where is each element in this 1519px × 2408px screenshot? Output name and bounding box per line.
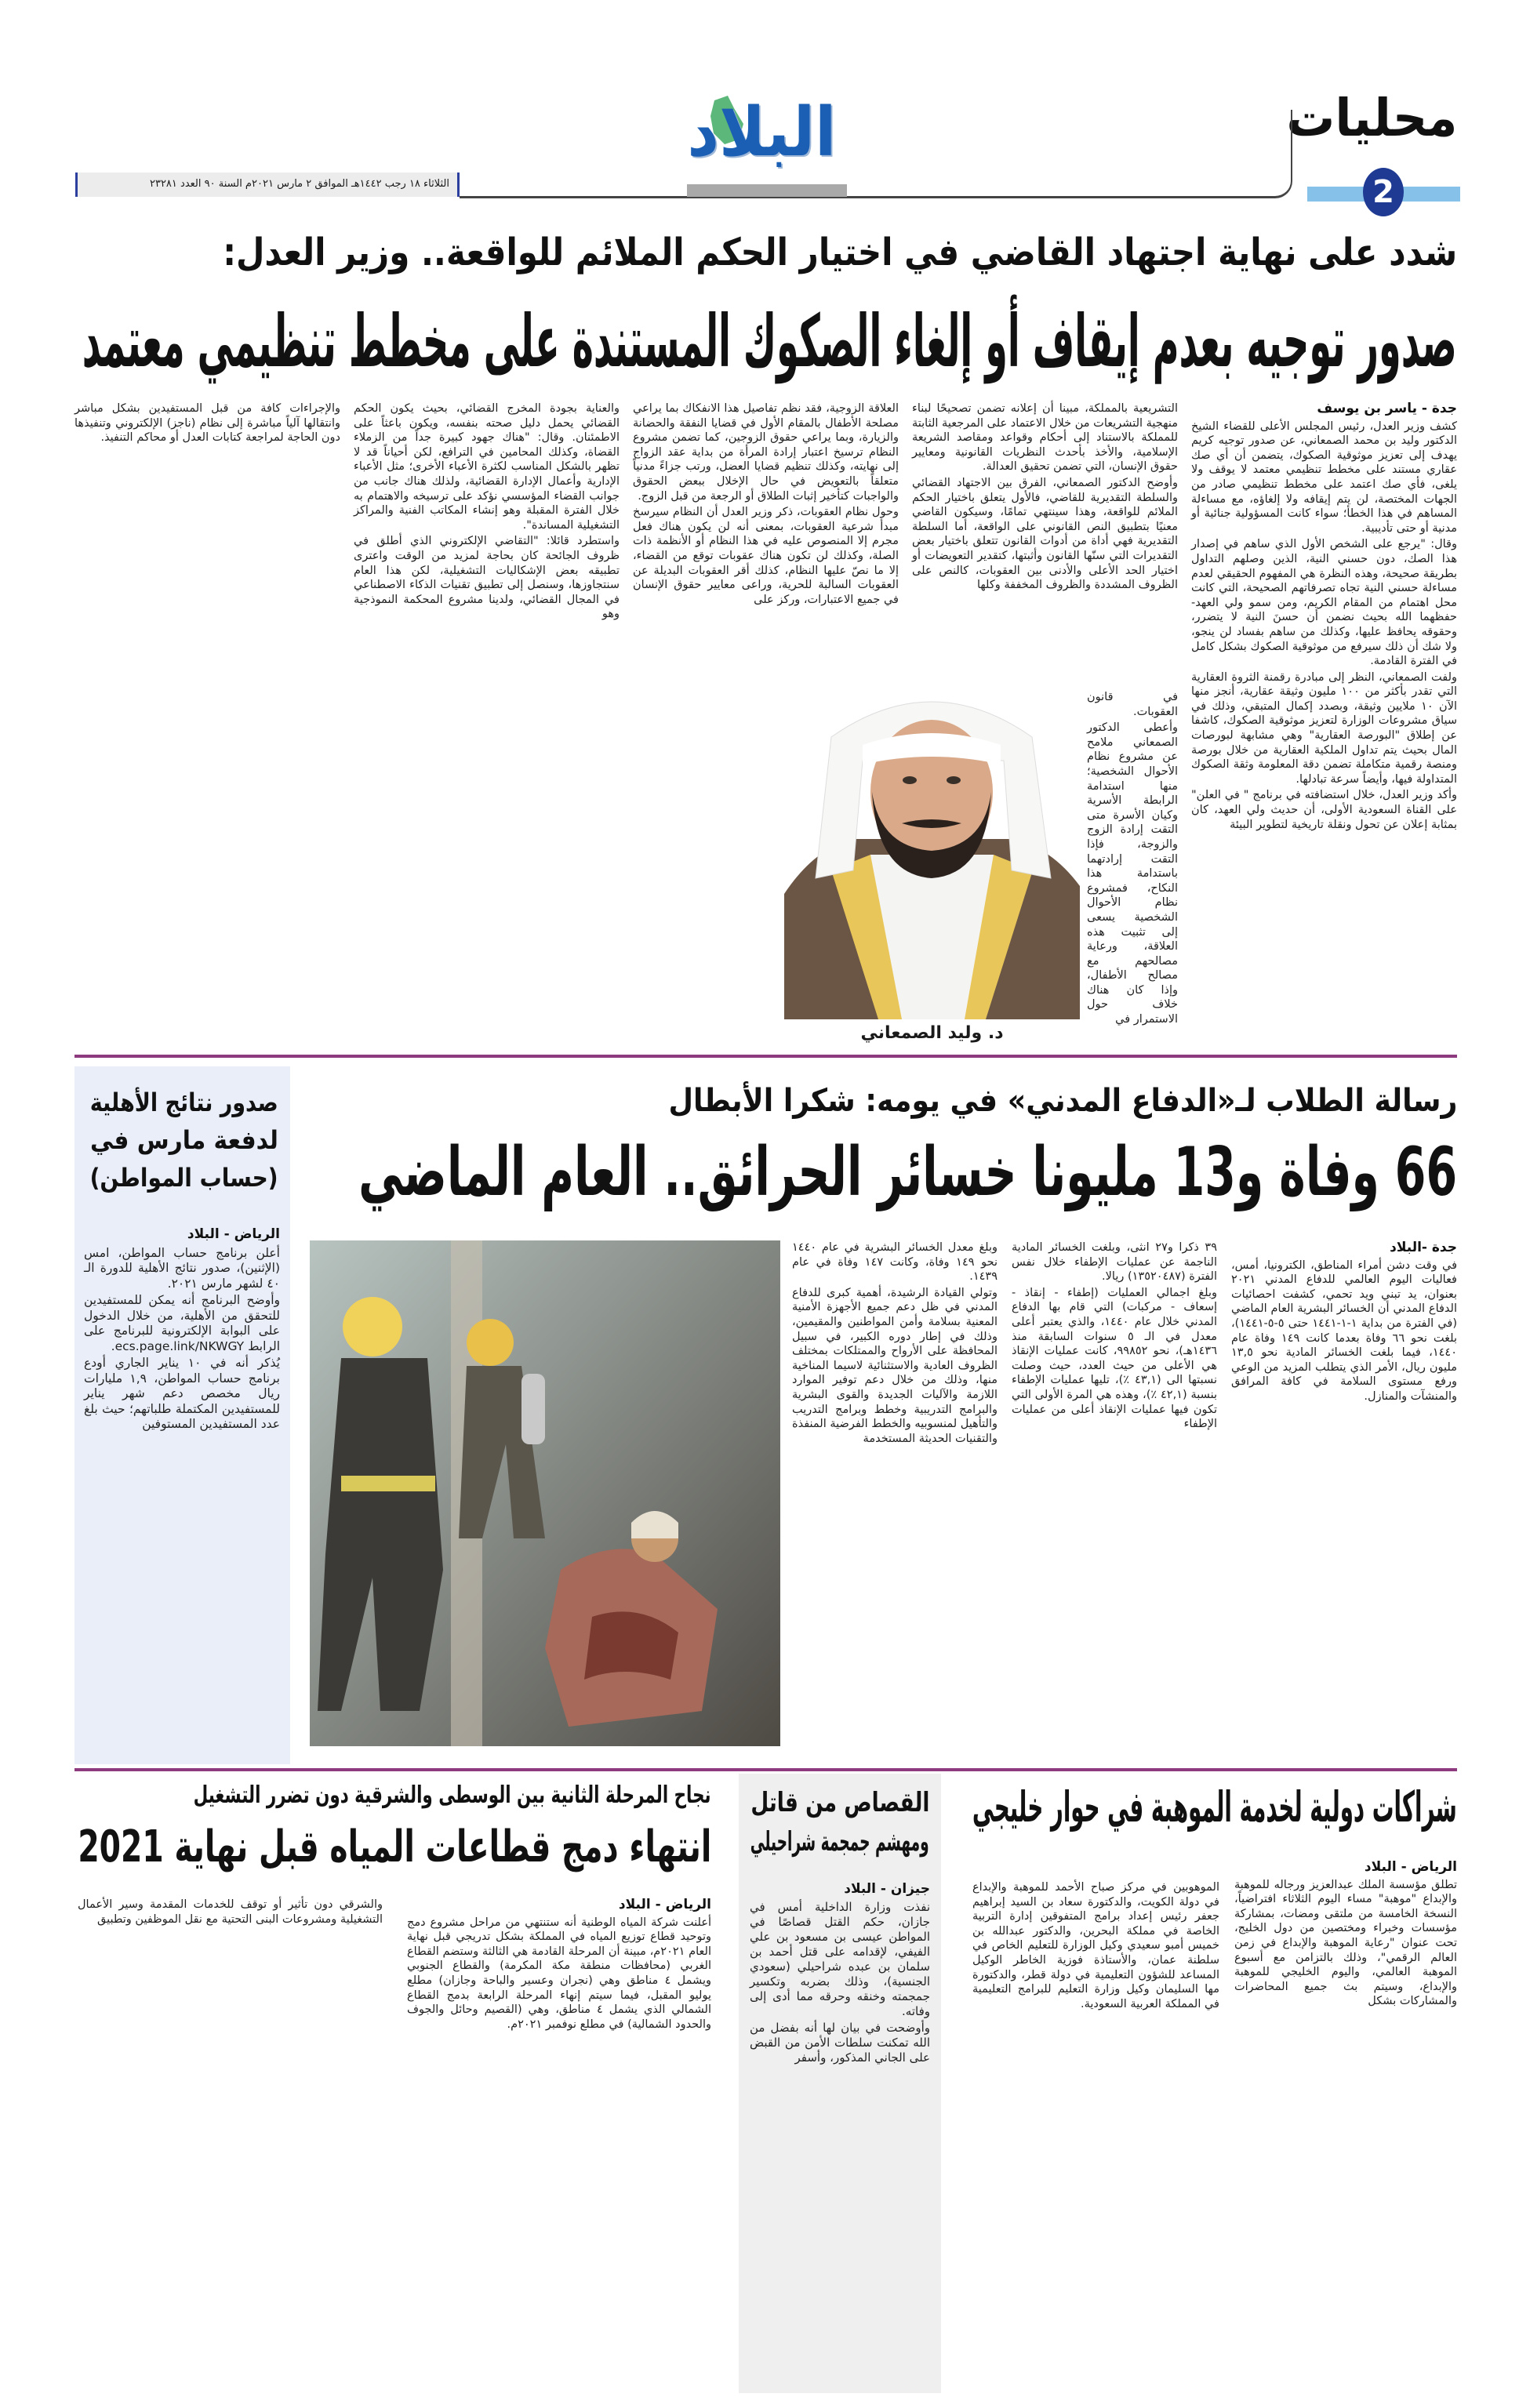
logo	[687, 93, 836, 183]
sidebar-byline: الرياض - البلاد	[187, 1226, 280, 1242]
date-line: الثلاثاء ١٨ رجب ١٤٤٢هـ الموافق ٢ مارس ٢٠٢١م السنة ٩٠ العدد ٢٣٢٨١	[75, 173, 460, 197]
masthead	[0, 0, 1519, 210]
lead-column-2-wrap: في قانون العقوبات. وأعطى الدكتور الصمعاني ملامح عن مشروع نظام الأحوال الشخصية؛ منها استدامة الرابطة الأسرية وكيان الأسرة متى التقت إرادة الزوج والزوجة، فإذا التقت إرادتهما باستدامة هذا النكاح، فمشروع نظام الأحوال الشخصية يسعى إلى تثبيت هذه العلاقة، ورعاية مصالحهم مع مصالح الأطفال، وإذا كان هناك خلاف حول الاستمرار في	[1087, 691, 1178, 1026]
fire-column-2: ٣٩ ذكرا و٢٧ انثى، وبلغت الخسائر المادية الناجمة عن عمليات الإطفاء خلال نفس الفترة (١٣٥٢٠٤٨٧) ريالا. وبلغ اجمالي العمليات (إطفاء - إنقاذ - إسعاف - مركبات) التي قام بها الدفاع المدني خلال عام ١٤٤٠، والذي يعتبر أعلى معدل في الـ ٥ سنوات السابقة منذ ١٤٣٦هـ)، نحو ٩٩٨٥٢، كانت عمليات الإنقاذ هي الأعلى من حيث العدد، حيث وصلت نسبتها الى (٤٣,١ ٪)، تليها عمليات الإطفاء بنسبة (٤٢,١ ٪)، وهذه هي المرة الأولى التي تكون فيها عمليات الإنقاذ أعلى من عمليات الإطفاء	[1012, 1241, 1218, 1431]
page-number-badge	[1363, 168, 1404, 216]
sidebar-headline-line: لدفعة مارس في	[90, 1125, 278, 1155]
water-kicker: نجاح المرحلة الثانية بين الوسطى والشرقية دون تضرر التشغيل	[194, 1781, 711, 1809]
fire-column-1: جدة -البلاد في وقت دشن أمراء المناطق، الكترونيا، أمس، فعاليات اليوم العالمي للدفاع المدني ٢٠٢١ بعنوان، يد تبني ويد تحمي، كشفت احصائيات الدفاع المدني أن الخسائر البشرية العام الماضي (في الفترة من بداية ١-١-١٤٤١ حتى ٥-٥-١٤٤١)، بلغت نحو ٦٦ وفاة بعدما كانت ١٤٩ وفاة عام ١٤٤٠، فيما بلغت الخسائر المادية نحو ١٣,٥ مليون ريال، الأمر الذي يتطلب المزيد من الوعي ورفع مستوى السلامة في كافة المرافق والمنشآت والمنازل.	[1231, 1240, 1457, 1403]
firefighters-photo	[310, 1240, 780, 1746]
qisas-headline-line: ومهشم جمجمة شراحيلي	[750, 1826, 929, 1858]
fire-kicker: رسالة الطلاب لـ«الدفاع المدني» في يومه: شكرا الأبطال	[668, 1083, 1457, 1119]
lead-kicker: شدد على نهاية اجتهاد القاضي في اختيار الحكم الملائم للواقعة.. وزير العدل:	[223, 231, 1457, 274]
lead-column-5: والإجراءات كافة من قبل المستفيدين بشكل مباشر وانتقالها آلياً مباشرة إلى نظام (ناجز) الإلكتروني وتنفيذها دون الحاجة لمراجعة كتابات العدل أو محاكم التنفيذ.	[74, 402, 340, 445]
fire-column-3: وبلغ معدل الخسائر البشرية في عام ١٤٤٠ نحو ١٤٩ وفاة، وكانت ١٤٧ وفاة في عام ١٤٣٩. وتولي القيادة الرشيدة، أهمية كبرى للدفاع المدني في ظل دعم جميع الأجهزة الأمنية المعنية بسلامة وأمن المواطنين والمقيمين، وذلك في إطار دوره الكبير، في سبيل المحافظة على الأرواح والممتلكات بمختلف الظروف العادية والاستثنائية لاسيما المناخية منها، وذلك من خلال دعم توفير الموارد اللازمة والآليات الجديدة والقوى البشرية والبرامج التدريبية وخطط وبرامج التدريب والتأهيل لمنسوبيه والخطط الفرضية المنفذة والتقنيات الحديثة المستخدمة	[792, 1241, 998, 1445]
water-headline: انتهاء دمج قطاعات المياه قبل نهاية 2021	[78, 1821, 711, 1872]
page-number: 2	[1372, 174, 1394, 210]
sidebar-headline-line: (حساب المواطن)	[90, 1163, 278, 1193]
section-divider	[74, 1768, 1457, 1771]
water-column-2: والشرقي دون تأثير أو توقف للخدمات المقدمة وسير الأعمال التشغيلية ومشروعات البنى التحتية مع نقل الموظفين وتطبيق	[78, 1898, 383, 1926]
logo-underbar	[687, 184, 847, 197]
lead-byline: جدة - ياسر بن يوسف	[1317, 401, 1457, 416]
fire-headline: 66 وفاة و13 مليونا خسائر الحرائق.. العام الماضي	[358, 1133, 1457, 1211]
logo-text: البلاد	[687, 93, 836, 172]
lead-column-3: العلاقة الزوجية، فقد نظم تفاصيل هذا الانفكاك بما يراعي مصلحة الأطفال بالمقام الأول في قضايا النفقة والحضانة والزيارة، وبما يراعي حقوق الزوجين، كما تضمن مشروع النظام ترسيخ اعتبار إرادة المرأة من بداية عقد الزواج إلى نهايته، وكذلك تنظيم قضايا العضل، ورتب جزاءً مدنياً متعلقاً بالتعويض في حال الإخلال ببعض الحقوق والواجبات كتأخير إثبات الطلاق أو الرجعة من قبل الزوج. وحول نظام العقوبات، ذكر وزير العدل أن النظام سيرسخ مبدأ شرعية العقوبات، بمعنى أنه لن يكون هناك فعل مجرم إلا المنصوص عليه في هذا النظام أو الأنظمة ذات الصلة، وكذلك لن تكون هناك عقوبات توقع من القضاء، إلا ما نصّ عليها النظام، كذلك أقر العقوبات البديلة عن العقوبات السالبة للحرية، وراعى معايير حقوق الإنسان في جميع الاعتبارات، وركز على	[633, 402, 899, 606]
sidebar-body: الرياض - البلاد أعلن برنامج حساب المواطن، امس (الإثنين)، صدور نتائج الأهلية للدورة الـ ٤٠ لشهر مارس ٢٠٢١. وأوضح البرنامج أنه يمكن للمستفيدين للتحقق من الأهلية، من خلال الدخول على البوابة الإلكترونية للبرنامج على الرابط ecs.page.link/NKWGY. يُذكر أنه في ١٠ يناير الجاري أودع برنامج حساب المواطن، ١,٩ مليارات ريال مخصص دعم شهر يناير للمستفيدين المكتملة طلباتهم؛ حيث بلغ عدد المستفيدين المستوفين	[84, 1226, 280, 1431]
lead-headline: صدور توجيه بعدم إيقاف أو إلغاء الصكوك المستندة على مخطط تنظيمي معتمد	[82, 300, 1457, 383]
qisas-body: جيزان - البلاد نفذت وزارة الداخلية أمس في جازان، حكم القتل قصاصًا في المواطن عيسى بن مسعود بن علي الفيفي، لإقدامه على قتل أحمد بن سلمان بن عبده شراحيلي (سعودي الجنسية)، وذلك بضربه وتكسير جمجمته وخنقه وحرقه مما أدى إلى وفاته. وأوضحت في بيان لها أنه بفضل من الله تمكنت سلطات الأمن من القبض على الجاني المذكور، وأسفر	[750, 1881, 930, 2065]
talent-byline: الرياض - البلاد	[1364, 1859, 1457, 1875]
lead-column-1: جدة - ياسر بن يوسف كشف وزير العدل، رئيس المجلس الأعلى للقضاء الشيخ الدكتور وليد بن محمد الصمعاني، عن صدور توجيه كريم يهدف إلى تعزيز موثوقية الصكوك، يتضمن أن أي صك عقاري مستند على مخطط تنظيمي معتمد لا يوقف ولا يلغى، فأي صك اعتمد على مخطط تنظيمي صادر من الجهات المختصة، لن يتم إيقافه ولا إلغاؤه، مع مساءلة المساهم في هذا الخطأ؛ سواء كانت المسؤولية جنائية أو مدنية أو حتى تأديبية. وقال: "يرجع على الشخص الأول الذي ساهم في إصدار هذا الصك، دون حسني النية، الذين وصلهم التداول بطريقة صحيحة، وهذه النظرة هي المفهوم الحقيقي لعدم مساءلة حسني النية تجاه تصرفاتهم الصحيحة، التي كانت محل اهتمام من المقام الكريم، ومن سمو ولي العهد- حفظهما الله بحيث نضمن أن حسنَ النية لا يتضرر، وحقوقه يحافظ عليها، وكذلك من ساهم بفساد لن ينجو، ولا شك أن ذلك سيرفع من موثوقية الصكوك بشكل كامل في الفترة القادمة. ولفت الصمعاني، النظر إلى مبادرة رقمنة الثروة العقارية التي تقدر بأكثر من ١٠٠ مليون وثيقة عقارية، أنجز منها الآن ١٠ ملايين وثيقة، وبصدد إكمال المتبقي، وذلك في سياق مشروعات الوزارة لتعزيز موثوقية الصكوك، كاشفا عن إطلاق "البورصة العقارية" وهي مشابهة لبورصات المال بحيث يتم تداول الملكية العقارية من خلال بورصة ومنصة رقمية متكاملة تضمن دقة المعلومة وثقة الصكوك المتداولة فيها، وأيضاً سرعة تبادلها. وأكد وزير العدل، خلال استضافته في برنامج " في العلن" على القناة السعودية الأولى، أن حديث ولي العهد، كان بمثابة إعلان عن تحول ونقلة تاريخية لتطوير البيئة	[1191, 401, 1457, 831]
talent-column-2: الموهوبين في مركز صباح الأحمد للموهبة والإبداع في دولة الكويت، والدكتورة سعاد بن السيد إبراهيم جعفر رئيس إعداد برامج المتفوقين إدارة التربية الخاصة في مملكة البحرين، والدكتور عبدالله بن خميس أمبو سعيدي وكيل الوزارة للتعليم الخاص في سلطنة عمان، والأستاذة فوزية الخاطر الوكيل المساعد للشؤون التعليمية في دولة قطر، والدكتورة مها السليمان وكيل وزارة التعليم للبرامج التعليمية في المملكة العربية السعودية.	[972, 1881, 1219, 2010]
section-divider	[74, 1055, 1457, 1058]
talent-column-1: الرياض - البلاد تطلق مؤسسة الملك عبدالعزيز ورجاله للموهبة والإبداع "موهبة" مساء اليوم الثلاثاء افتراضياً، النسخة الخامسة من ملتقى ومضات، بمشاركة مؤسسات وخبراء ومختصين من دول الخليج، تحت عنوان "رعاية الموهبة والإبداع في زمن العالم الرقمي"، وذلك بالتزامن مع أسبوع الموهبة العالمي، واليوم الخليجي للموهبة والإبداع، وسيتم بث جميع المحاضرات والمشاركات بشكل	[1234, 1859, 1457, 2008]
water-column-1: الرياض - البلاد أعلنت شركة المياه الوطنية أنه ستنتهي من مراحل مشروع دمج وتوحيد قطاع توزيع المياه في المملكة بشكل تدريجي قبل نهاية العام ٢٠٢١م، مبينة أن المرحلة القادمة هي الثالثة وستضم القطاع الغربي (محافظات منطقة مكة المكرمة) والقطاع الجنوبي ويشمل ٤ مناطق وهي (نجران وعسير والباحة وجازان) مطلع يوليو المقبل، فيما سيتم إنهاء المرحلة الرابعة بدمج القطاع الشمالي الذي يشمل ٤ مناطق، وهي (القصيم وحائل والجوف والحدود الشمالية) في مطلع نوفمبر ٢٠٢١م.	[407, 1897, 712, 2031]
sidebar-headline-line: صدور نتائج الأهلية	[90, 1088, 278, 1117]
lead-column-2: التشريعية بالمملكة، مبينا أن إعلانه تضمن تصحيحًا لبناء منهجية التشريعات من خلال الاعتماد على المرجعية الثابتة للمملكة بالاستناد إلى أحكام وقواعد ومقاصد الشريعة الإسلامية، والأخذ بأحدث النظريات القانونية ومعايير حقوق الإنسان، التي تضمن تحقيق العدالة. وأوضح الدكتور الصمعاني، الفرق بين الاجتهاد القضائي والسلطة التقديرية للقاضي، فالأول يتعلق باختيار الحكم الملائم للواقعة، وهذا سينتهي تمامًا، وسيكون القاضي معنيًا بتطبيق النص القانوني على الواقعة، أما السلطة التقديرية فهي أداة من أدوات القانون تتعلق باختيار بعض التقديرات التي سنّها القانون وأثبتها، كتقدير التعويضات أو اختيار الحد الأعلى والأدنى بين العقوبات، كالنص على الظروف المشددة والظروف المخففة وكلها	[912, 402, 1178, 592]
section-title: محليات	[1286, 88, 1457, 148]
qisas-headline-line: القصاص من قاتل	[750, 1787, 929, 1818]
qisas-box	[739, 1774, 941, 2393]
minister-photo-caption: د. وليد الصمعاني	[860, 1023, 1004, 1043]
lead-column-4: والعناية بجودة المخرج القضائي، بحيث يكون الحكم القضائي يحمل دليل صحته بنفسه، ويكون باعثاً على الاطمئنان. وقال: "هناك جهود كبيرة جداً من الزملاء القضاة، وكذلك المحامين في الترافع، لكن أحياناً قد لا تظهر بالشكل المناسب لكثرة الأعباء الأخرى؛ مثل الأعباء الإدارية وأعمال الإدارة القضائية، ولذلك هناك جانب من جوانب القضاء المؤسسي نؤكد على ترسيخه والاهتمام به خلال الفترة المقبلة وهو إنشاء المكاتب الفنية والمراكز التشغيلية المساندة". واستطرد قائلا: "التقاضي الإلكتروني الذي أطلق في ظروف الجائحة كان بحاجة لمزيد من الوقت واعترى تطبيقه بعض الإشكاليات التشغيلية، لكن هذا العام سنتجاوزها، وسنصل إلى تطبيق تقنيات الذكاء الاصطناعي في المجال القضائي، ولدينا مشروع المحكمة النموذجية وهو	[354, 402, 620, 621]
fire-byline: جدة -البلاد	[1390, 1240, 1457, 1255]
water-byline: الرياض - البلاد	[618, 1897, 711, 1912]
qisas-byline: جيزان - البلاد	[844, 1881, 930, 1897]
header-rule	[460, 110, 1292, 198]
minister-photo	[784, 690, 1080, 1019]
talent-headline: شراكات دولية لخدمة الموهبة في حوار خليجي	[972, 1782, 1457, 1832]
